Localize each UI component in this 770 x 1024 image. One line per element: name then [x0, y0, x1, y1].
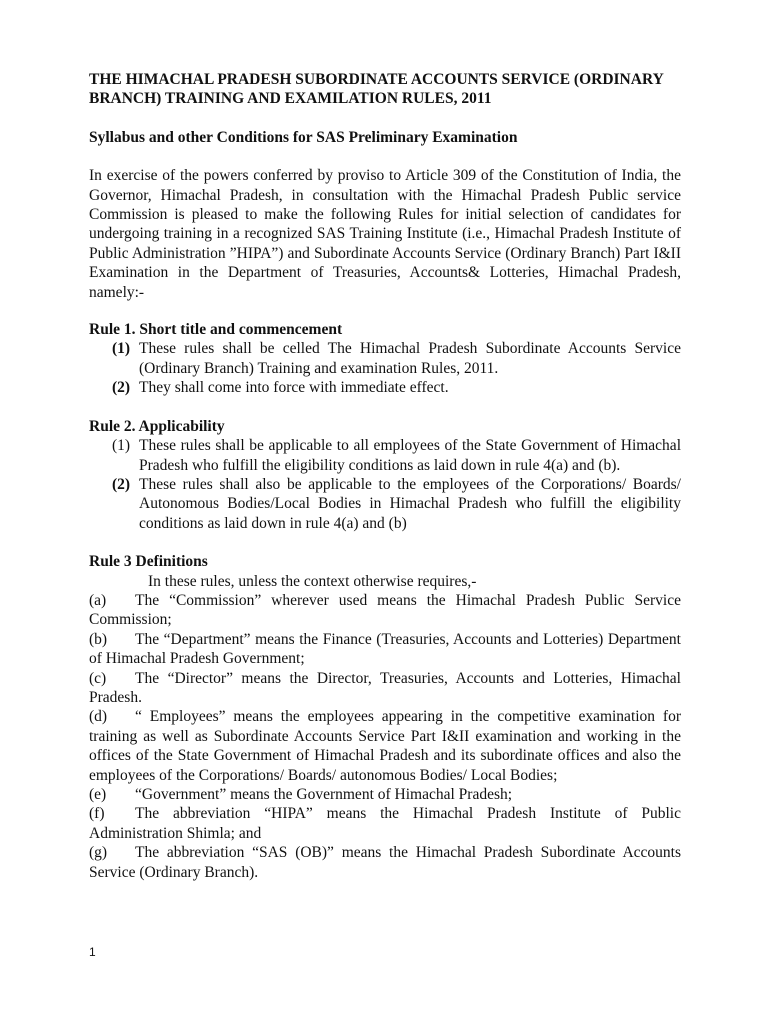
- definition-c-text: The “Director” means the Director, Treasuries, Accounts and Lotteries, Himachal Pradesh.: [89, 669, 681, 706]
- rule1-item-2-text: They shall come into force with immediate effect.: [139, 379, 449, 397]
- definition-f: [89, 804, 681, 843]
- definition-a: [89, 591, 681, 630]
- definition-a-label: (a): [89, 591, 107, 609]
- definition-e-text: “Government” means the Government of Himachal Pradesh;: [135, 786, 513, 803]
- rule1-item-1-text: These rules shall be celled The Himachal Pradesh Subordinate Accounts Service (Ordinary Branch) Training and examination Rules, 2011.: [139, 340, 681, 377]
- rule1-list: [89, 339, 681, 397]
- rule2-item-1-text: These rules shall be applicable to all employees of the State Government of Himachal Pradesh who fulfill the eligibility conditions as laid down in rule 4(a) and (b).: [139, 437, 681, 474]
- rule1-item-2-number: (2): [112, 379, 131, 397]
- rule2-item-2-number: (2): [112, 475, 131, 493]
- page-number: 1: [89, 945, 96, 959]
- rule1-item-2: [89, 378, 681, 397]
- rule2-item-2: [89, 475, 681, 533]
- definition-f-label: (f): [89, 805, 105, 823]
- document-body: [89, 70, 681, 882]
- definition-e: [89, 785, 681, 804]
- definition-f-text: The abbreviation “HIPA” means the Himachal Pradesh Institute of Public Administration Shimla; and: [89, 805, 681, 842]
- intro-paragraph: In exercise of the powers conferred by proviso to Article 309 of the Constitution of India, the Governor, Himachal Pradesh, in consultation with the Himachal Pradesh Public service Commission is pleased to make the following Rules for initial selection of candidates for undergoing training in a recognized SAS Training Institute (i.e., Himachal Pradesh Institute of Public Administration ”HIPA”) and Subordinate Accounts Service (Ordinary Branch) Part I&II Examination in the Department of Treasuries, Accounts& Lotteries, Himachal Pradesh, namely:-: [89, 167, 681, 301]
- rule1-item-1: [89, 339, 681, 378]
- definition-g: [89, 843, 681, 882]
- definition-b-text: The “Department” means the Finance (Treasuries, Accounts and Lotteries) Department of Himachal Pradesh Government;: [89, 630, 681, 668]
- rule2-item-1: [89, 436, 681, 475]
- rule2-item-1-number: (1): [112, 437, 131, 455]
- document-title: THE HIMACHAL PRADESH SUBORDINATE ACCOUNTS SERVICE (ORDINARY BRANCH) TRAINING AND EXAMILATION RULES, 2011: [89, 71, 664, 108]
- rule1-heading: Rule 1. Short title and commencement: [89, 321, 343, 339]
- definition-b-label: (b): [89, 630, 108, 648]
- definitions-list: [89, 591, 681, 882]
- rule3-heading: Rule 3 Definitions: [89, 553, 208, 571]
- rule3-intro: In these rules, unless the context otherwise requires,-: [148, 572, 477, 590]
- document-subtitle: Syllabus and other Conditions for SAS Preliminary Examination: [89, 128, 518, 146]
- definition-a-text: The “Commission” wherever used means the Himachal Pradesh Public Service Commission;: [89, 591, 681, 629]
- rule2-item-2-text: These rules shall also be applicable to the employees of the Corporations/ Boards/ Autonomous Bodies/Local Bodies in Himachal Pradesh who fulfill the eligibility conditions as laid down in rule 4(a) and (b): [139, 475, 681, 532]
- rule1-item-1-number: (1): [112, 340, 131, 358]
- definition-e-label: (e): [89, 786, 107, 803]
- definition-d-text: “ Employees” means the employees appearing in the competitive examination for training as well as Subordinate Accounts Service Part I&II examination and working in the offices of the State Government of Himachal Pradesh and its subordinate offices and also the employees of the Corporations/ Boards/ autonomous Bodies/ Local Bodies;: [89, 708, 681, 784]
- definition-g-label: (g): [89, 844, 108, 862]
- definition-d: [89, 707, 681, 785]
- definition-d-label: (d): [89, 708, 108, 726]
- definition-g-text: The abbreviation “SAS (OB)” means the Himachal Pradesh Subordinate Accounts Service (Ordinary Branch).: [89, 844, 681, 881]
- rule2-heading: Rule 2. Applicability: [89, 417, 225, 435]
- rule2-list: [89, 436, 681, 533]
- definition-b: [89, 630, 681, 669]
- definition-c: [89, 669, 681, 708]
- definition-c-label: (c): [89, 669, 107, 687]
